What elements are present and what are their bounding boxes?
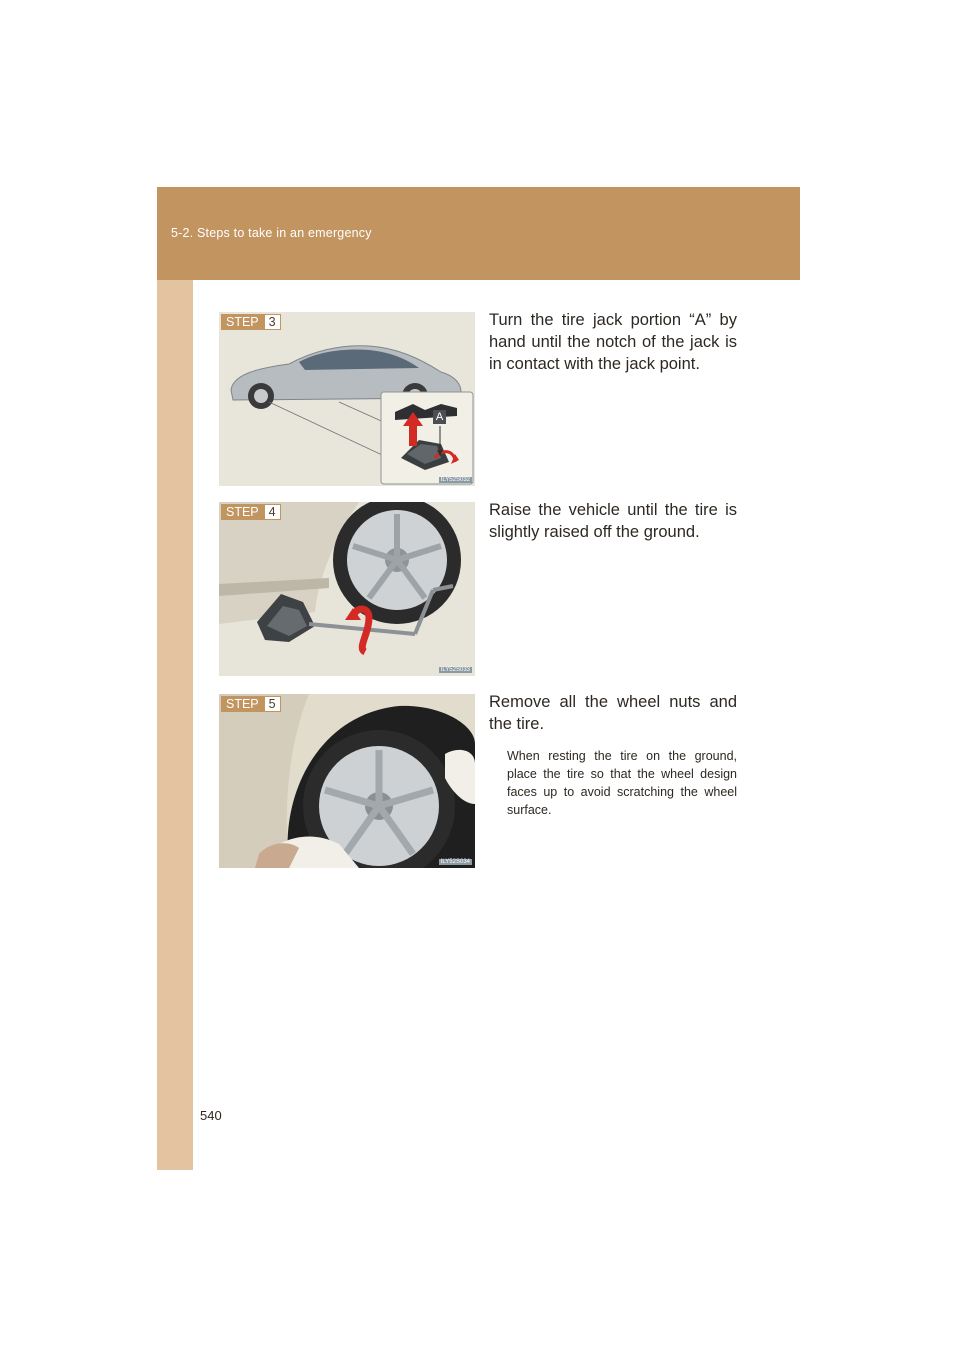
- figure-step-5: [219, 694, 475, 868]
- step-4-text: Raise the vehicle until the tire is slightly raised off the ground.: [489, 501, 737, 541]
- step-badge-3: [221, 314, 281, 330]
- car-jack-point-illustration: [219, 312, 475, 486]
- step-badge-4: [221, 504, 281, 520]
- tire-removal-illustration: [219, 694, 475, 868]
- step-5-note: When resting the tire on the ground, place the tire so that the wheel design faces up to avoid scratching the wheel surface.: [507, 749, 737, 817]
- jack-raising-illustration: [219, 502, 475, 676]
- step-badge-number: 3: [264, 314, 281, 330]
- figure-code: ILY52S032: [440, 477, 470, 483]
- step-3-text: Turn the tire jack portion “A” by hand until the notch of the jack is in contact with the jack point.: [489, 311, 737, 373]
- figure-code: ILY52S034: [440, 859, 470, 865]
- section-title: 5-2. Steps to take in an emergency: [171, 226, 372, 240]
- callout-label-a: A: [433, 410, 446, 424]
- step-badge-word: STEP: [221, 314, 264, 330]
- step-badge-number: 5: [264, 696, 281, 712]
- step-5-text: Remove all the wheel nuts and the tire.: [489, 693, 737, 733]
- figure-code: ILY52S033: [440, 667, 470, 673]
- page-number: 540: [200, 1108, 222, 1123]
- figure-step-3: [219, 312, 475, 486]
- step-badge-word: STEP: [221, 504, 264, 520]
- side-strip: [157, 187, 193, 1170]
- step-badge-word: STEP: [221, 696, 264, 712]
- step-badge-number: 4: [264, 504, 281, 520]
- figure-step-4: [219, 502, 475, 676]
- step-badge-5: [221, 696, 281, 712]
